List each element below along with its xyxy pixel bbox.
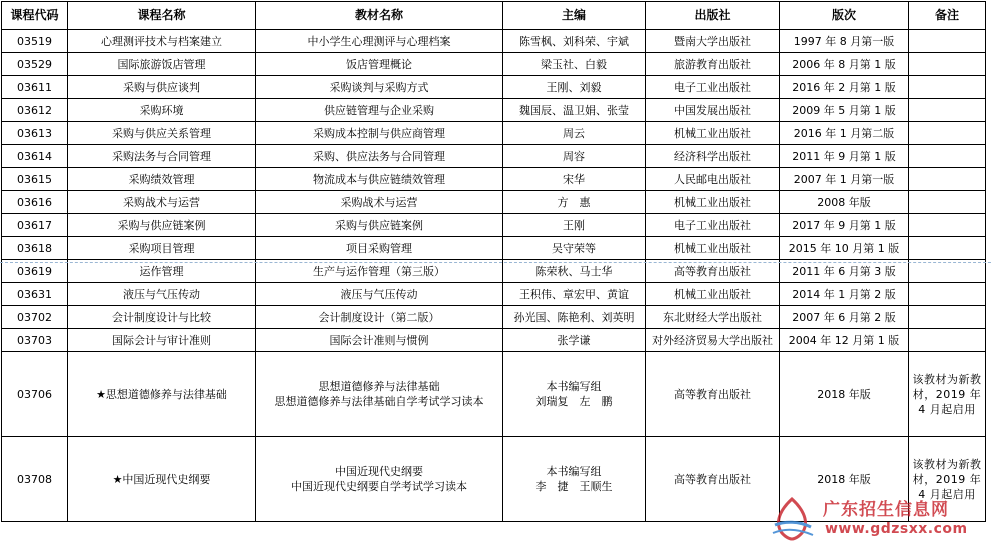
editor-line: 孙光国、陈艳利、刘英明	[513, 310, 635, 324]
table-row	[2, 145, 986, 168]
cell-textbook-name	[256, 76, 503, 99]
cell-textbook-name	[256, 30, 503, 53]
editor-line: 梁玉社、白毅	[541, 57, 607, 71]
cell-course-code: 03613	[2, 122, 68, 145]
textbook-line: 采购战术与运营	[340, 195, 418, 209]
dashed-separator	[0, 262, 991, 263]
header-publisher: 出版社	[646, 2, 780, 30]
cell-publisher: 中国发展出版社	[646, 99, 780, 122]
cell-textbook-name	[256, 191, 503, 214]
cell-notes	[909, 214, 986, 237]
table-row	[2, 329, 986, 352]
editor-line: 王积伟、章宏甲、黄谊	[519, 287, 629, 301]
cell-publisher: 电子工业出版社	[646, 214, 780, 237]
cell-editor	[503, 191, 646, 214]
cell-course-code: 03519	[2, 30, 68, 53]
cell-publisher: 高等教育出版社	[646, 437, 780, 522]
cell-edition: 2011 年 9 月第 1 版	[780, 145, 909, 168]
cell-course-name: 国际旅游饭店管理	[68, 53, 256, 76]
header-textbook-name: 教材名称	[256, 2, 503, 30]
cell-textbook-name	[256, 122, 503, 145]
cell-edition: 2015 年 10 月第 1 版	[780, 237, 909, 260]
table-row	[2, 191, 986, 214]
watermark-url: www.gdzsxx.com	[825, 521, 968, 537]
textbook-line: 项目采购管理	[346, 241, 412, 255]
cell-course-name: 采购与供应关系管理	[68, 122, 256, 145]
cell-notes	[909, 283, 986, 306]
cell-textbook-name	[256, 99, 503, 122]
cell-course-code: 03703	[2, 329, 68, 352]
cell-course-name: ★思想道德修养与法律基础	[68, 352, 256, 437]
cell-textbook-name	[256, 168, 503, 191]
textbook-line: 生产与运作管理（第三版）	[313, 264, 445, 278]
cell-course-code: 03529	[2, 53, 68, 76]
cell-course-code: 03615	[2, 168, 68, 191]
cell-notes	[909, 99, 986, 122]
cell-publisher: 高等教育出版社	[646, 260, 780, 283]
cell-course-code: 03708	[2, 437, 68, 522]
cell-editor	[503, 214, 646, 237]
textbook-line: 中小学生心理测评与心理档案	[307, 34, 451, 48]
cell-notes: 该教材为新教材，2019 年 4 月起启用	[909, 352, 986, 437]
cell-course-code: 03618	[2, 237, 68, 260]
textbook-line: 中国近现代史纲要自学考试学习读本	[291, 480, 467, 493]
cell-course-name: 国际会计与审计准则	[68, 329, 256, 352]
header-course-name: 课程名称	[68, 2, 256, 30]
cell-editor	[503, 437, 646, 522]
table-header-row	[2, 2, 986, 30]
cell-editor	[503, 168, 646, 191]
editor-line: 魏国辰、温卫娟、张莹	[519, 103, 629, 117]
table-row	[2, 53, 986, 76]
cell-course-name: 心理测评技术与档案建立	[68, 30, 256, 53]
editor-line: 宋华	[563, 172, 585, 186]
cell-notes: 该教材为新教材，2019 年 4 月起启用	[909, 437, 986, 522]
cell-editor	[503, 306, 646, 329]
cell-course-name: 采购法务与合同管理	[68, 145, 256, 168]
cell-editor	[503, 76, 646, 99]
cell-editor	[503, 122, 646, 145]
header-editor: 主编	[503, 2, 646, 30]
textbook-line: 采购成本控制与供应商管理	[313, 126, 445, 140]
cell-editor	[503, 283, 646, 306]
cell-course-name: 采购项目管理	[68, 237, 256, 260]
cell-publisher: 暨南大学出版社	[646, 30, 780, 53]
table-row	[2, 237, 986, 260]
header-course-code: 课程代码	[2, 2, 68, 30]
textbook-line: 液压与气压传动	[340, 287, 418, 301]
table-body	[2, 30, 986, 522]
cell-notes	[909, 329, 986, 352]
cell-notes	[909, 168, 986, 191]
cell-edition: 1997 年 8 月第一版	[780, 30, 909, 53]
cell-course-name: 采购绩效管理	[68, 168, 256, 191]
cell-textbook-name	[256, 329, 503, 352]
site-watermark	[765, 493, 985, 545]
textbook-line: 会计制度设计（第二版）	[318, 310, 440, 324]
cell-publisher: 人民邮电出版社	[646, 168, 780, 191]
cell-textbook-name	[256, 283, 503, 306]
cell-publisher: 机械工业出版社	[646, 191, 780, 214]
cell-editor	[503, 53, 646, 76]
cell-edition: 2008 年版	[780, 191, 909, 214]
header-notes: 备注	[909, 2, 986, 30]
cell-course-code: 03706	[2, 352, 68, 437]
cell-edition: 2009 年 5 月第 1 版	[780, 99, 909, 122]
cell-edition: 2004 年 12 月第 1 版	[780, 329, 909, 352]
cell-course-name: 运作管理	[68, 260, 256, 283]
cell-course-code: 03611	[2, 76, 68, 99]
cell-edition: 2016 年 1 月第二版	[780, 122, 909, 145]
cell-edition: 2017 年 9 月第 1 版	[780, 214, 909, 237]
textbook-line: 国际会计准则与惯例	[329, 333, 429, 347]
cell-course-name: ★中国近现代史纲要	[68, 437, 256, 522]
header-edition: 版次	[780, 2, 909, 30]
cell-publisher: 电子工业出版社	[646, 76, 780, 99]
cell-course-name: 会计制度设计与比较	[68, 306, 256, 329]
table-row	[2, 99, 986, 122]
cell-notes	[909, 306, 986, 329]
textbook-line: 采购与供应链案例	[335, 218, 423, 232]
cell-editor	[503, 30, 646, 53]
cell-course-code: 03619	[2, 260, 68, 283]
textbook-line: 物流成本与供应链绩效管理	[313, 172, 445, 186]
cell-textbook-name	[256, 53, 503, 76]
textbook-line: 饭店管理概论	[346, 57, 412, 71]
cell-publisher: 机械工业出版社	[646, 283, 780, 306]
cell-notes	[909, 122, 986, 145]
table-row	[2, 283, 986, 306]
cell-notes	[909, 53, 986, 76]
cell-publisher: 经济科学出版社	[646, 145, 780, 168]
cell-edition: 2014 年 1 月第 2 版	[780, 283, 909, 306]
table-row	[2, 168, 986, 191]
editor-line: 周容	[563, 149, 585, 163]
cell-course-code: 03631	[2, 283, 68, 306]
cell-edition: 2007 年 1 月第一版	[780, 168, 909, 191]
editor-line: 王刚	[563, 218, 585, 232]
cell-textbook-name	[256, 352, 503, 437]
editor-line: 本书编写组	[546, 465, 602, 478]
cell-course-code: 03617	[2, 214, 68, 237]
cell-publisher: 机械工业出版社	[646, 122, 780, 145]
editor-line: 王刚、刘毅	[546, 80, 602, 94]
table-row	[2, 306, 986, 329]
cell-publisher: 东北财经大学出版社	[646, 306, 780, 329]
editor-line: 张学谦	[557, 333, 591, 347]
cell-editor	[503, 329, 646, 352]
watermark-logo-icon	[767, 495, 817, 543]
editor-line: 李 捷 王顺生	[535, 480, 613, 493]
cell-edition: 2018 年版	[780, 437, 909, 522]
cell-course-name: 采购环境	[68, 99, 256, 122]
cell-editor	[503, 352, 646, 437]
cell-notes	[909, 30, 986, 53]
cell-publisher: 机械工业出版社	[646, 237, 780, 260]
cell-notes	[909, 145, 986, 168]
cell-textbook-name	[256, 145, 503, 168]
cell-editor	[503, 145, 646, 168]
table-row	[2, 30, 986, 53]
cell-publisher: 高等教育出版社	[646, 352, 780, 437]
cell-course-name: 采购与供应链案例	[68, 214, 256, 237]
cell-course-name: 采购与供应谈判	[68, 76, 256, 99]
cell-notes	[909, 76, 986, 99]
cell-publisher: 旅游教育出版社	[646, 53, 780, 76]
editor-line: 陈雪枫、刘科荣、宇斌	[519, 34, 629, 48]
cell-publisher: 对外经济贸易大学出版社	[646, 329, 780, 352]
editor-line: 方 惠	[557, 195, 591, 209]
cell-textbook-name	[256, 237, 503, 260]
cell-course-code: 03616	[2, 191, 68, 214]
cell-textbook-name	[256, 214, 503, 237]
table-row	[2, 214, 986, 237]
cell-edition: 2018 年版	[780, 352, 909, 437]
cell-textbook-name	[256, 437, 503, 522]
cell-editor	[503, 237, 646, 260]
editor-line: 吴守荣等	[552, 241, 596, 255]
table-row	[2, 76, 986, 99]
cell-edition: 2007 年 6 月第 2 版	[780, 306, 909, 329]
cell-edition: 2016 年 2 月第 1 版	[780, 76, 909, 99]
textbook-line: 采购谈判与采购方式	[329, 80, 429, 94]
cell-course-code: 03702	[2, 306, 68, 329]
cell-textbook-name	[256, 306, 503, 329]
watermark-title: 广东招生信息网	[823, 500, 949, 520]
cell-course-name: 液压与气压传动	[68, 283, 256, 306]
editor-line: 陈荣秋、马士华	[535, 264, 613, 278]
textbook-line: 思想道德修养与法律基础	[318, 380, 440, 393]
cell-notes	[909, 237, 986, 260]
textbook-line: 供应链管理与企业采购	[324, 103, 434, 117]
editor-line: 周云	[563, 126, 585, 140]
cell-notes	[909, 191, 986, 214]
cell-course-code: 03614	[2, 145, 68, 168]
editor-line: 刘瑞复 左 鹏	[535, 395, 613, 408]
textbook-line: 思想道德修养与法律基础自学考试学习读本	[274, 395, 484, 408]
textbook-line: 中国近现代史纲要	[335, 465, 423, 478]
cell-edition: 2006 年 8 月第 1 版	[780, 53, 909, 76]
table-row	[2, 122, 986, 145]
cell-editor	[503, 99, 646, 122]
cell-edition: 2011 年 6 月第 3 版	[780, 260, 909, 283]
table-row	[2, 352, 986, 437]
cell-course-code: 03612	[2, 99, 68, 122]
cell-course-name: 采购战术与运营	[68, 191, 256, 214]
textbook-line: 采购、供应法务与合同管理	[313, 149, 445, 163]
editor-line: 本书编写组	[546, 380, 602, 393]
